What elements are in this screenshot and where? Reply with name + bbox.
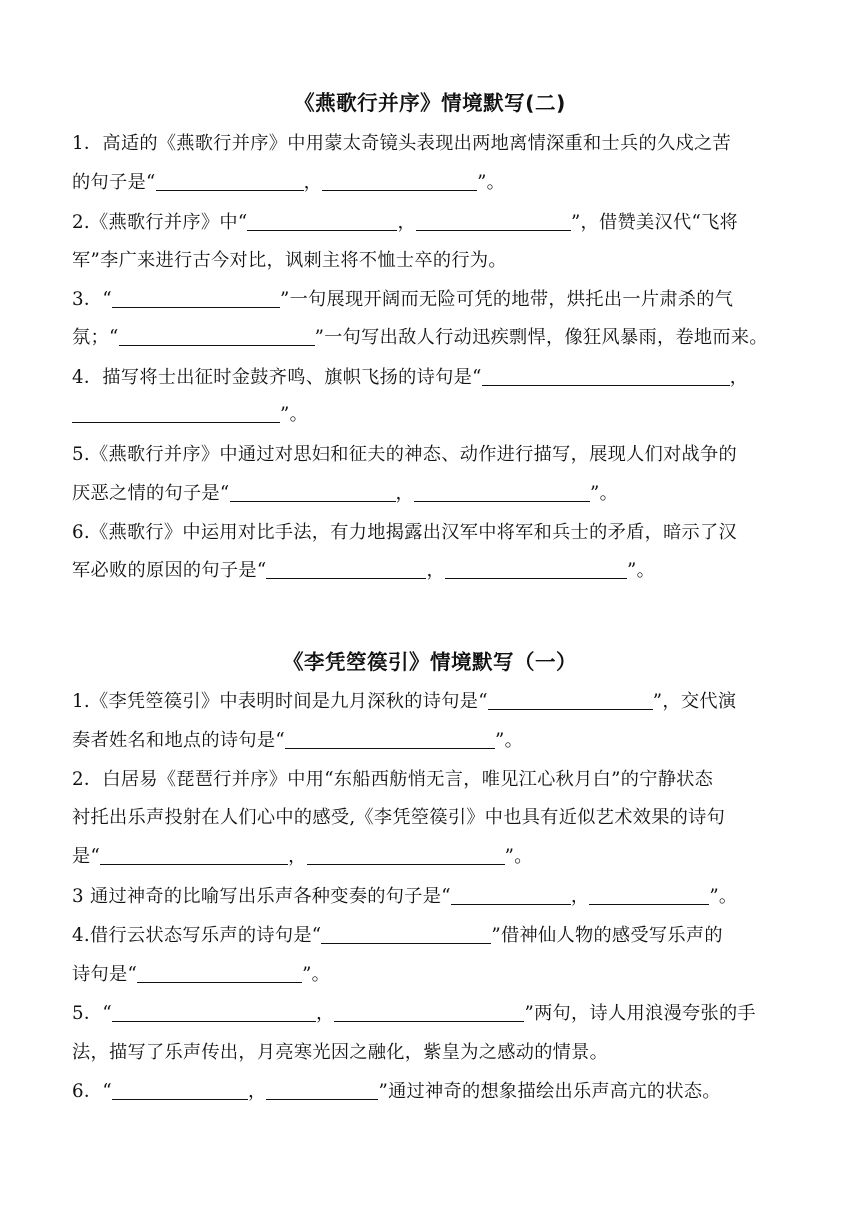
s2-q4-line2: 诗句是“ ”。 xyxy=(72,964,331,985)
s1-q4-line2: ”。 xyxy=(72,403,308,427)
answer-blank[interactable] xyxy=(247,212,397,231)
section2-title: 《李凭箜篌引》情境默写（一） xyxy=(283,650,577,674)
s1-q5-line1: 5.《燕歌行并序》中通过对思妇和征夫的神态、动作进行描写，展现人们对战争的 xyxy=(72,444,738,465)
answer-blank[interactable] xyxy=(589,886,709,905)
s1-q4-line1: 4．描写将士出征时金鼓齐鸣、旗帜飞扬的诗句是“ ， xyxy=(72,367,749,388)
answer-blank[interactable] xyxy=(321,925,491,944)
answer-blank[interactable] xyxy=(112,1003,316,1022)
answer-blank[interactable] xyxy=(322,172,477,191)
s1-q3-line2: 氛；“ ”一句写出敌人行动迅疾剽悍，像狂风暴雨，卷地而来。 xyxy=(72,327,768,348)
answer-blank[interactable] xyxy=(334,1003,524,1022)
answer-blank[interactable] xyxy=(266,560,426,579)
s2-q2-line3: 是“ ， ”。 xyxy=(72,846,533,867)
s2-q4-line1: 4.借行云状态写乐声的诗句是“ ”借神仙人物的感受写乐声的 xyxy=(72,925,723,946)
s2-q5-line2: 法，描写了乐声传出，月亮寒光因之融化，紫皇为之感动的情景。 xyxy=(72,1042,609,1063)
answer-blank[interactable] xyxy=(416,212,571,231)
section1-title: 《燕歌行并序》情境默写(二) xyxy=(294,91,566,115)
s1-q6-line2: 军必败的原因的句子是“ ， ”。 xyxy=(72,560,656,581)
answer-blank[interactable] xyxy=(488,691,653,710)
answer-blank[interactable] xyxy=(285,730,495,749)
s1-q6-line1: 6.《燕歌行》中运用对比手法，有力地揭露出汉军中将军和兵士的矛盾，暗示了汉 xyxy=(72,522,738,543)
answer-blank[interactable] xyxy=(100,846,288,865)
s1-q2-line2: 军”李广来进行古今对比，讽刺主将不恤士卒的行为。 xyxy=(72,250,507,271)
s2-q3-line1: 3 通过神奇的比喻写出乐声各种变奏的句子是“ ， ”。 xyxy=(72,886,738,907)
answer-blank[interactable] xyxy=(307,846,505,865)
answer-blank[interactable] xyxy=(230,483,396,502)
s2-q1-line1: 1.《李凭箜篌引》中表明时间是九月深秋的诗句是“ ”，交代演 xyxy=(72,691,737,712)
answer-blank[interactable] xyxy=(414,483,590,502)
answer-blank[interactable] xyxy=(137,964,302,983)
answer-blank[interactable] xyxy=(156,172,304,191)
answer-blank[interactable] xyxy=(112,1081,248,1100)
s2-q2-line1: 2．白居易《琵琶行并序》中用“东船西舫悄无言，唯见江心秋月白”的宁静状态 xyxy=(72,769,714,790)
answer-blank[interactable] xyxy=(445,560,627,579)
s1-q1-line1: 1．高适的《燕歌行并序》中用蒙太奇镜头表现出两地离情深重和士兵的久戍之苦 xyxy=(72,133,731,154)
s2-q6-line1: 6．“ ， ”通过神奇的想象描绘出乐声高亢的状态。 xyxy=(72,1081,721,1102)
s2-q2-line2: 衬托出乐声投射在人们心中的感受,《李凭箜篌引》中也具有近似艺术效果的诗句 xyxy=(72,807,726,828)
answer-blank[interactable] xyxy=(482,367,730,386)
s2-q5-line1: 5．“ ， ”两句，诗人用浪漫夸张的手 xyxy=(72,1003,756,1024)
answer-blank[interactable] xyxy=(119,327,315,346)
s1-q1-line2: 的句子是“ ， ”。 xyxy=(72,172,506,193)
s2-q1-line2: 奏者姓名和地点的诗句是“ ”。 xyxy=(72,730,524,751)
s1-q5-line2: 厌恶之情的句子是“ ， ”。 xyxy=(72,483,619,504)
answer-blank[interactable] xyxy=(112,289,280,308)
answer-blank[interactable] xyxy=(266,1081,378,1100)
s1-q3-line1: 3．“ ”一句展现开阔而无险可凭的地带，烘托出一片肃杀的气 xyxy=(72,289,734,310)
answer-blank[interactable] xyxy=(72,404,280,423)
answer-blank[interactable] xyxy=(451,886,571,905)
s1-q2-line1: 2.《燕歌行并序》中“ ， ”，借赞美汉代“飞将 xyxy=(72,212,739,233)
